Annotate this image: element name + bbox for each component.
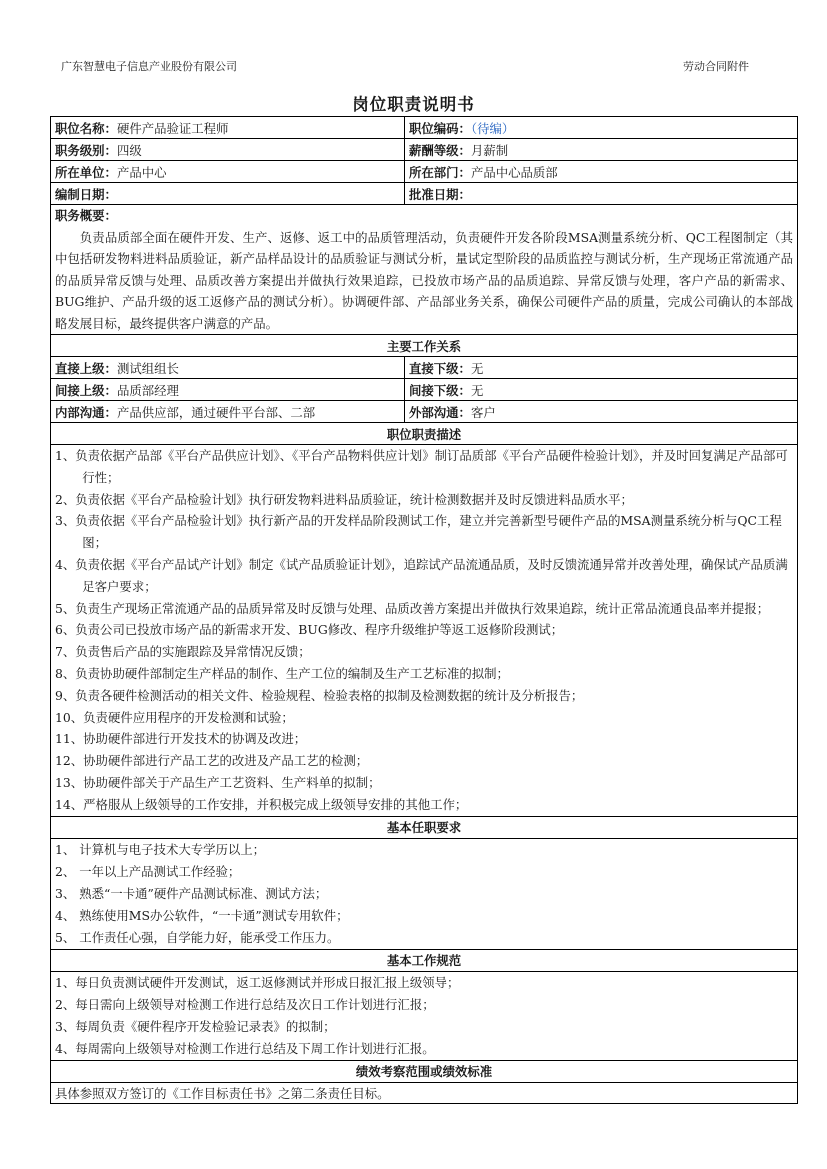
attachment-label: 劳动合同附件 (683, 60, 749, 73)
list-item: 6、负责公司已投放市场产品的新需求开发、BUG修改、程序升级维护等返工返修阶段测试； (55, 622, 564, 638)
overview-cell (51, 205, 798, 335)
dept-value: 产品中心品质部 (470, 164, 558, 180)
indirect-superior-value: 品质部经理 (116, 382, 179, 398)
internal-comm-value: 产品供应部，通过硬件平台部、二部 (116, 404, 316, 420)
overview-label: 职务概要： (55, 208, 117, 223)
list-item: 13、协助硬件部关于产品生产工艺资料、生产料单的拟制； (55, 774, 381, 790)
approve-date-label: 批准日期： (409, 186, 471, 202)
indirect-superior-cell (51, 379, 405, 401)
performance-section-title: 绩效考察范围或绩效标准 (51, 1060, 798, 1082)
list-item: 2、 一年以上产品测试工作经验； (55, 863, 241, 879)
list-item: 14、严格服从上级领导的工作安排，并积极完成上级领导安排的其他工作； (55, 796, 468, 812)
list-item: 1、 计算机与电子技术大专学历以上； (55, 841, 266, 857)
unit-value: 产品中心 (116, 164, 167, 180)
list-item: 3、 熟悉“一卡通”硬件产品测试标准、测试方法； (55, 885, 328, 901)
indirect-subordinate-label: 间接下级： (409, 382, 471, 398)
duties-section-title: 职位职责描述 (51, 423, 798, 445)
list-item: 3、每周负责《硬件程序开发检验记录表》的拟制； (55, 1018, 336, 1034)
job-code-label: 职位编码： (409, 120, 471, 136)
company-name: 广东智慧电子信息产业股份有限公司 (61, 60, 237, 73)
job-level-cell (51, 139, 405, 161)
list-item: 5、 工作责任心强，自学能力好，能承受工作压力。 (55, 929, 340, 945)
list-item: 2、负责依据《平台产品检验计划》执行研发物料进料品质验证，统计检测数据并及时反馈进料品质水平； (55, 491, 633, 507)
job-level-label: 职务级别： (55, 142, 117, 158)
requirements-list (51, 838, 798, 949)
overview-text: 负责品质部全面在硬件开发、生产、返修、返工中的品质管理活动，负责硬件开发各阶段MSA测量系统分析、QC工程图制定（其中包括研发物料进料品质验证，新产品样品设计的品质验证与测试分析，量试定型阶段的品质监控与测试分析，生产现场正常流通产品的品质异常反馈与处理、品质改善方案提出并做执行效果追踪，已投放市场产品的品质追踪、异常反馈与处理，客户产品的新需求、BUG维护、产品升级的返工返修产品的测试分析）。协调硬件部、产品部业务关系，确保公司硬件产品的质量，完成公司确认的本部战略发展目标，最终提供客户满意的产品。 (55, 229, 793, 331)
job-level-value: 四级 (116, 142, 142, 158)
unit-cell (51, 161, 405, 183)
relations-section-title: 主要工作关系 (51, 335, 798, 357)
list-item: 12、协助硬件部进行产品工艺的改进及产品工艺的检测； (55, 753, 369, 769)
direct-subordinate-cell (405, 357, 798, 379)
external-comm-label: 外部沟通： (409, 404, 471, 420)
norms-list (51, 971, 798, 1060)
external-comm-cell (405, 401, 798, 423)
list-item: 8、负责协助硬件部制定生产样品的制作、生产工位的编制及生产工艺标准的拟制； (55, 665, 509, 681)
job-description-table (50, 116, 798, 1104)
external-comm-value: 客户 (470, 404, 496, 420)
direct-subordinate-label: 直接下级： (409, 360, 471, 376)
internal-comm-label: 内部沟通： (55, 404, 117, 420)
list-item: 9、负责各硬件检测活动的相关文件、检验规程、检验表格的拟制及检测数据的统计及分析报告； (55, 687, 584, 703)
list-item: 1、负责依据产品部《平台产品供应计划》、《平台产品物料供应计划》制订品质部《平台产品硬件检验计划》，并及时回复满足产品部可行性； (55, 448, 788, 485)
salary-value: 月薪制 (470, 142, 509, 158)
prep-date-label: 编制日期： (55, 186, 117, 202)
list-item: 5、负责生产现场正常流通产品的品质异常及时反馈与处理、品质改善方案提出并做执行效果追踪，统计正常品流通良品率并提报； (55, 600, 770, 616)
norms-section-title: 基本工作规范 (51, 949, 798, 971)
performance-text: 具体参照双方签订的《工作目标责任书》之第二条责任目标。 (51, 1082, 798, 1103)
prep-date-cell (51, 183, 405, 205)
dept-label: 所在部门： (409, 164, 471, 180)
job-code-cell (405, 117, 798, 139)
list-item: 3、负责依据《平台产品检验计划》执行新产品的开发样品阶段测试工作，建立并完善新型号硬件产品的MSA测量系统分析与QC工程图； (55, 513, 782, 551)
requirements-section-title: 基本任职要求 (51, 816, 798, 838)
list-item: 10、负责硬件应用程序的开发检测和试验； (55, 709, 294, 725)
unit-label: 所在单位： (55, 164, 117, 180)
salary-cell (405, 139, 798, 161)
page-title: 岗位职责说明书 (352, 95, 475, 114)
indirect-subordinate-cell (405, 379, 798, 401)
dept-cell (405, 161, 798, 183)
indirect-superior-label: 间接上级： (55, 382, 117, 398)
job-name-label: 职位名称： (55, 120, 117, 136)
indirect-subordinate-value: 无 (470, 382, 484, 398)
direct-superior-cell (51, 357, 405, 379)
direct-superior-label: 直接上级： (55, 360, 117, 376)
list-item: 4、 熟练使用MS办公软件，“一卡通”测试专用软件； (55, 907, 349, 923)
direct-subordinate-value: 无 (470, 360, 484, 376)
job-name-value: 硬件产品验证工程师 (116, 120, 229, 136)
approve-date-cell (405, 183, 798, 205)
job-name-cell (51, 117, 405, 139)
list-item: 1、每日负责测试硬件开发测试，返工返修测试并形成日报汇报上级领导； (55, 974, 460, 990)
list-item: 2、每日需向上级领导对检测工作进行总结及次日工作计划进行汇报； (55, 996, 435, 1012)
direct-superior-value: 测试组组长 (116, 360, 179, 376)
list-item: 7、负责售后产品的实施跟踪及异常情况反馈； (55, 644, 311, 660)
duties-list (51, 445, 798, 817)
list-item: 4、负责依据《平台产品试产计划》制定《试产品质验证计划》，追踪试产品流通品质，及时反馈流通异常并改善处理，确保试产品质满足客户要求； (55, 556, 788, 594)
list-item: 11、协助硬件部进行开发技术的协调及改进； (55, 731, 307, 747)
salary-label: 薪酬等级： (409, 142, 471, 158)
internal-comm-cell (51, 401, 405, 423)
job-code-value: （待编） (470, 120, 515, 136)
list-item: 4、每周需向上级领导对检测工作进行总结及下周工作计划进行汇报。 (55, 1040, 435, 1056)
